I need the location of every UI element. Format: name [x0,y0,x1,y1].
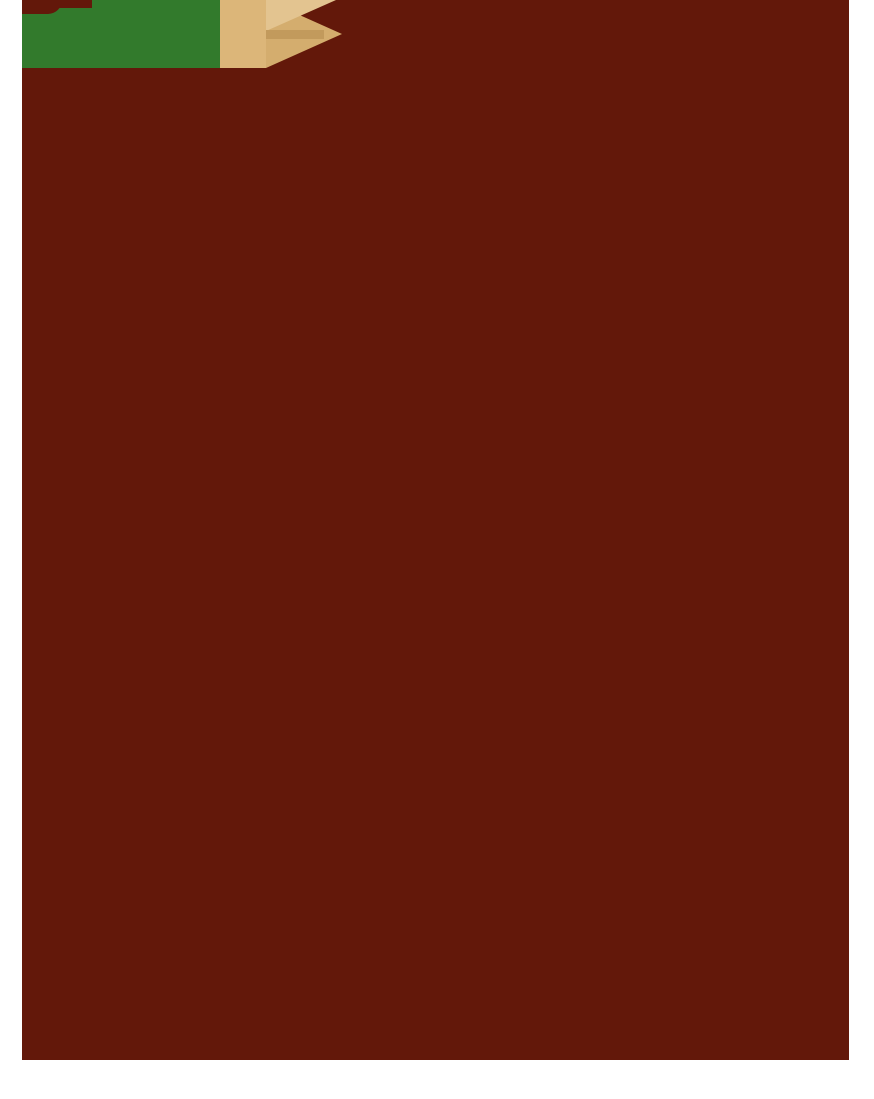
tan-arrow-fold [266,30,324,39]
tan-arrow-highlight [266,0,336,31]
right-margin [849,0,874,1099]
tan-arrow-body [220,0,266,68]
maroon-panel [22,0,849,1060]
left-margin [0,0,22,1099]
green-block-notch-top [56,0,92,8]
bottom-margin [0,1060,874,1099]
